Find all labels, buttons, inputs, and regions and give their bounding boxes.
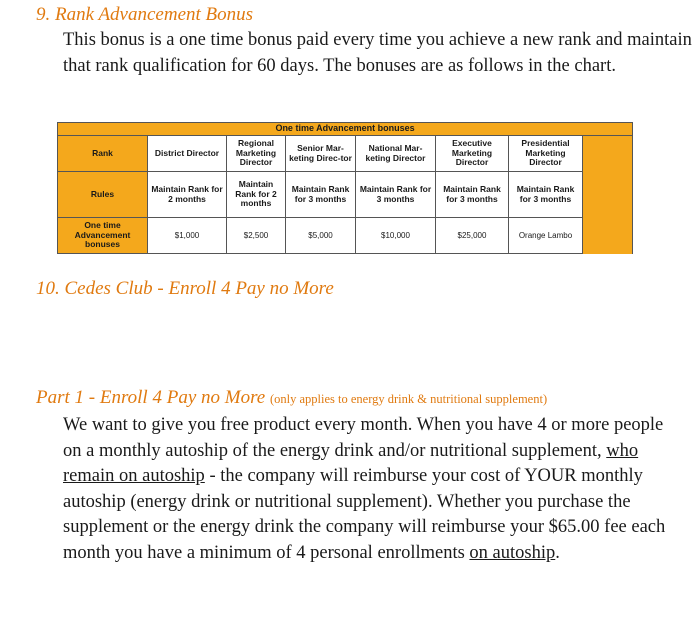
part-1-heading: [36, 387, 547, 409]
underlined-phrase: who remain on autoship: [63, 440, 639, 486]
rank-cell: Regional Marketing Director: [227, 136, 286, 172]
table-side-strip: [583, 218, 633, 254]
part-1-title: Part 1 - Enroll 4 Pay no More: [36, 387, 266, 408]
underlined-phrase: on autoship: [469, 542, 556, 563]
rank-cell: Senior Mar-keting Direc-tor: [286, 136, 356, 172]
bonus-cell: $10,000: [356, 218, 436, 254]
section-10-heading: 10. Cedes Club - Enroll 4 Pay no More: [36, 278, 334, 299]
part-1-body-text: We want to give you free product every month. When you have 4 or more people on a monthly autoship of the energy drink and/or nutritional supplement,: [63, 415, 664, 461]
rule-cell: Maintain Rank for 3 months: [286, 172, 356, 218]
bonus-cell: $25,000: [436, 218, 509, 254]
table-row-rank: [58, 136, 633, 172]
table-side-strip: [583, 172, 633, 218]
part-1-body-text: - the company will reimburse your cost of YOUR monthly autoship (energy drink or nutritional supplement). Whether you purchase the supplement or the energy drink the company will reimburse your $65.00 fee each month you have a minimum of 4 personal enrollments: [63, 466, 666, 563]
row-label-rank: Rank: [58, 136, 148, 172]
section-9-heading: 9. Rank Advancement Bonus: [36, 4, 254, 25]
table-side-strip: [583, 136, 633, 172]
table-title: One time Advancement bonuses: [58, 123, 633, 136]
rule-cell: Maintain Rank for 3 months: [509, 172, 583, 218]
rank-cell: National Mar-keting Director: [356, 136, 436, 172]
part-1-body-end: .: [555, 542, 560, 563]
rank-cell: Presidential Marketing Director: [509, 136, 583, 172]
advancement-bonus-table: [57, 122, 633, 254]
rule-cell: Maintain Rank for 2 months: [227, 172, 286, 218]
bonus-cell: $2,500: [227, 218, 286, 254]
table-title-row: [58, 123, 633, 136]
bonus-cell: $5,000: [286, 218, 356, 254]
rule-cell: Maintain Rank for 3 months: [436, 172, 509, 218]
bonus-cell: Orange Lambo: [509, 218, 583, 254]
part-1-body: [63, 413, 683, 566]
table-row-bonuses: [58, 218, 633, 254]
rule-cell: Maintain Rank for 2 months: [148, 172, 227, 218]
rank-cell: Executive Marketing Director: [436, 136, 509, 172]
row-label-bonuses: One time Advancement bonuses: [58, 218, 148, 254]
rule-cell: Maintain Rank for 3 months: [356, 172, 436, 218]
section-9-body: This bonus is a one time bonus paid every time you achieve a new rank and maintain that rank qualification for 60 days. The bonuses are as follows in the chart.: [63, 30, 692, 76]
rank-cell: District Director: [148, 136, 227, 172]
table-row-rules: [58, 172, 633, 218]
row-label-rules: Rules: [58, 172, 148, 218]
bonus-cell: $1,000: [148, 218, 227, 254]
part-1-note: (only applies to energy drink & nutritional supplement): [269, 392, 548, 406]
